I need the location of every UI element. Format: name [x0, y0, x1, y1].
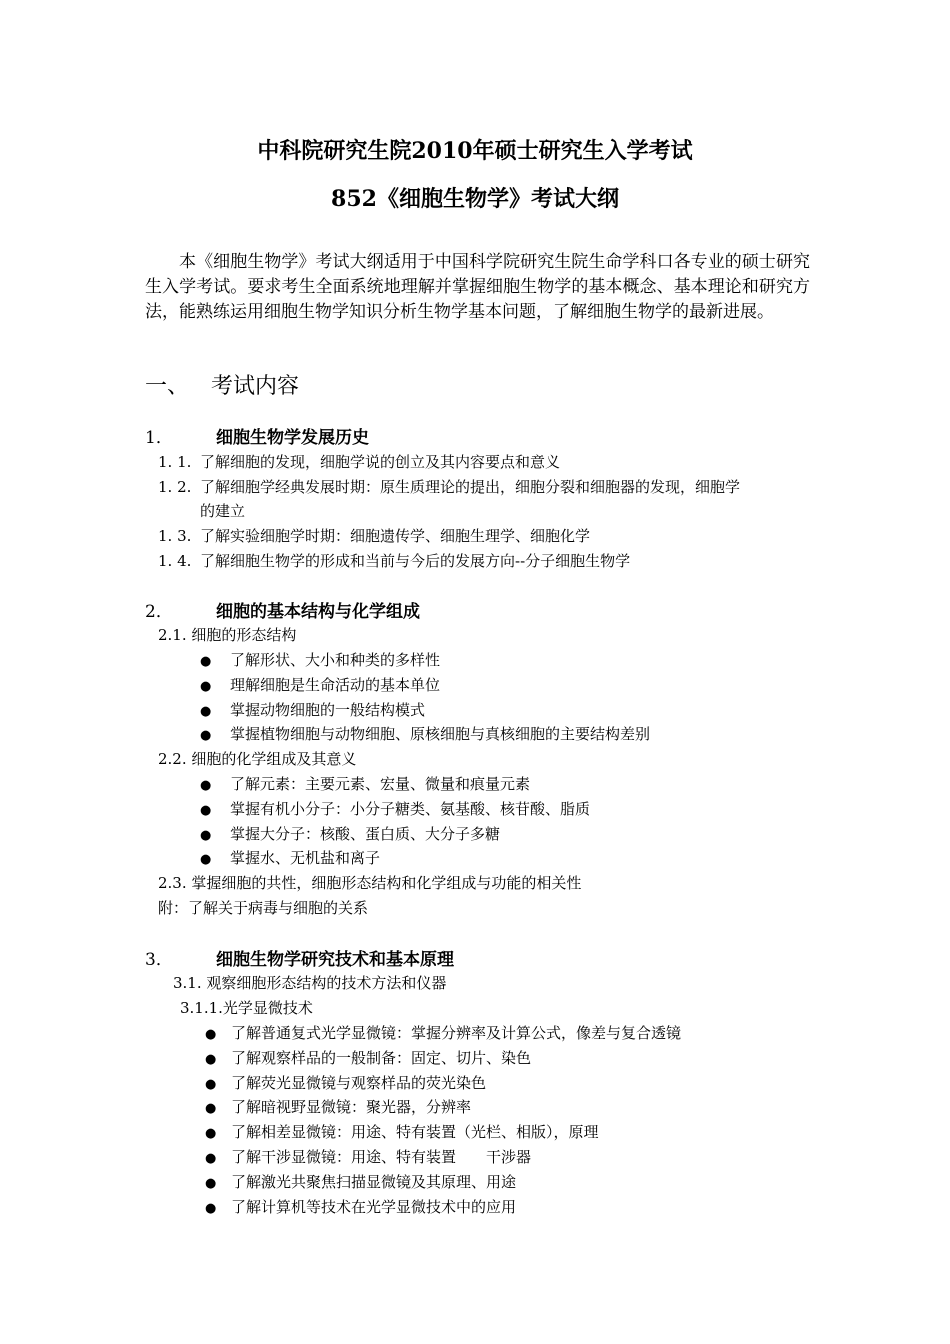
bullet-icon: ● — [205, 1201, 217, 1216]
bullet-item: ● 了解干涉显微镜：用途、特有装置 干涉器 — [205, 1147, 531, 1169]
bullet-item: ● 掌握植物细胞与动物细胞、原核细胞与真核细胞的主要结构差别 — [200, 724, 650, 746]
subsection-heading: 2.2. 细胞的化学组成及其意义 — [158, 750, 357, 768]
bullet-icon: ● — [200, 654, 212, 669]
bullet-item: ● 了解观察样品的一般制备：固定、切片、染色 — [205, 1048, 531, 1070]
bullet-item: ● 了解暗视野显微镜：聚光器，分辨率 — [205, 1097, 471, 1119]
subsubsection-heading: 3.1.1.光学显微技术 — [180, 999, 313, 1017]
section-title: 细胞的基本结构与化学组成 — [216, 602, 420, 622]
subsection-heading: 2.1. 细胞的形态结构 — [158, 626, 297, 644]
bullet-item: ● 了解形状、大小和种类的多样性 — [200, 650, 440, 672]
section-number: 3． — [145, 950, 173, 970]
bullet-item: ● 理解细胞是生命活动的基本单位 — [200, 675, 440, 697]
bullet-item: ● 了解普通复式光学显微镜：掌握分辨率及计算公式，像差与复合透镜 — [205, 1023, 681, 1045]
bullet-icon: ● — [205, 1101, 217, 1116]
bullet-icon: ● — [205, 1052, 217, 1067]
document-subtitle: 852《细胞生物学》考试大纲 — [331, 186, 619, 212]
part-heading — [145, 373, 299, 401]
bullet-icon: ● — [205, 1176, 217, 1191]
bullet-icon: ● — [200, 679, 212, 694]
bullet-item: ● 了解激光共聚焦扫描显微镜及其原理、用途 — [205, 1172, 516, 1194]
section-title: 细胞生物学发展历史 — [216, 428, 369, 448]
subsection-heading: 2.3. 掌握细胞的共性，细胞形态结构和化学组成与功能的相关性 — [158, 874, 582, 892]
intro-paragraph — [145, 250, 810, 325]
bullet-item: ● 掌握有机小分子：小分子糖类、氨基酸、核苷酸、脂质 — [200, 799, 590, 821]
bullet-item: ● 掌握水、无机盐和离子 — [200, 848, 380, 870]
bullet-icon: ● — [200, 852, 212, 867]
section-heading-3 — [145, 949, 454, 971]
bullet-icon: ● — [200, 803, 212, 818]
part-label: 考试内容 — [211, 374, 300, 399]
list-item: 1. 1. 了解细胞的发现，细胞学说的创立及其内容要点和意义 — [158, 453, 561, 471]
part-number: 一、 — [145, 374, 190, 399]
bullet-item: ● 掌握大分子：核酸、蛋白质、大分子多糖 — [200, 824, 500, 846]
list-item: 1. 3. 了解实验细胞学时期：细胞遗传学、细胞生理学、细胞化学 — [158, 527, 591, 545]
note-text: 附：了解关于病毒与细胞的关系 — [158, 899, 369, 917]
bullet-icon: ● — [205, 1027, 217, 1042]
intro-text: 本《细胞生物学》考试大纲适用于中国科学院研究生院生命学科口各专业的硕士研究生入学考试。要求考生全面系统地理解并掌握细胞生物学的基本概念、基本理论和研究方法，能熟练运用细胞生物学知识分析生物学基本问题，了解细胞生物学的最新进展。 — [145, 252, 810, 322]
bullet-icon: ● — [200, 778, 212, 793]
list-item: 1. 4. 了解细胞生物学的形成和当前与今后的发展方向--分子细胞生物学 — [158, 552, 631, 570]
bullet-item: ● 了解元素：主要元素、宏量、微量和痕量元素 — [200, 774, 530, 796]
subsection-heading: 3.1. 观察细胞形态结构的技术方法和仪器 — [173, 974, 447, 992]
bullet-icon: ● — [205, 1126, 217, 1141]
bullet-icon: ● — [200, 704, 212, 719]
bullet-icon: ● — [200, 828, 212, 843]
bullet-item: ● 了解荧光显微镜与观察样品的荧光染色 — [205, 1073, 486, 1095]
section-number: 2． — [145, 602, 173, 622]
bullet-icon: ● — [205, 1077, 217, 1092]
bullet-icon: ● — [200, 728, 212, 743]
bullet-item: ● 了解计算机等技术在光学显微技术中的应用 — [205, 1197, 516, 1219]
bullet-icon: ● — [205, 1151, 217, 1166]
section-heading-1 — [145, 427, 369, 449]
section-heading-2 — [145, 601, 420, 623]
list-item-continuation: 的建立 — [200, 502, 246, 520]
list-item: 1. 2. 了解细胞学经典发展时期：原生质理论的提出，细胞分裂和细胞器的发现，细胞学 — [158, 478, 741, 496]
document-title: 中科院研究生院2010年硕士研究生入学考试 — [257, 138, 693, 164]
section-title: 细胞生物学研究技术和基本原理 — [216, 950, 454, 970]
bullet-item: ● 了解相差显微镜：用途、特有装置（光栏、相版），原理 — [205, 1122, 599, 1144]
bullet-item: ● 掌握动物细胞的一般结构模式 — [200, 700, 425, 722]
section-number: 1． — [145, 428, 173, 448]
